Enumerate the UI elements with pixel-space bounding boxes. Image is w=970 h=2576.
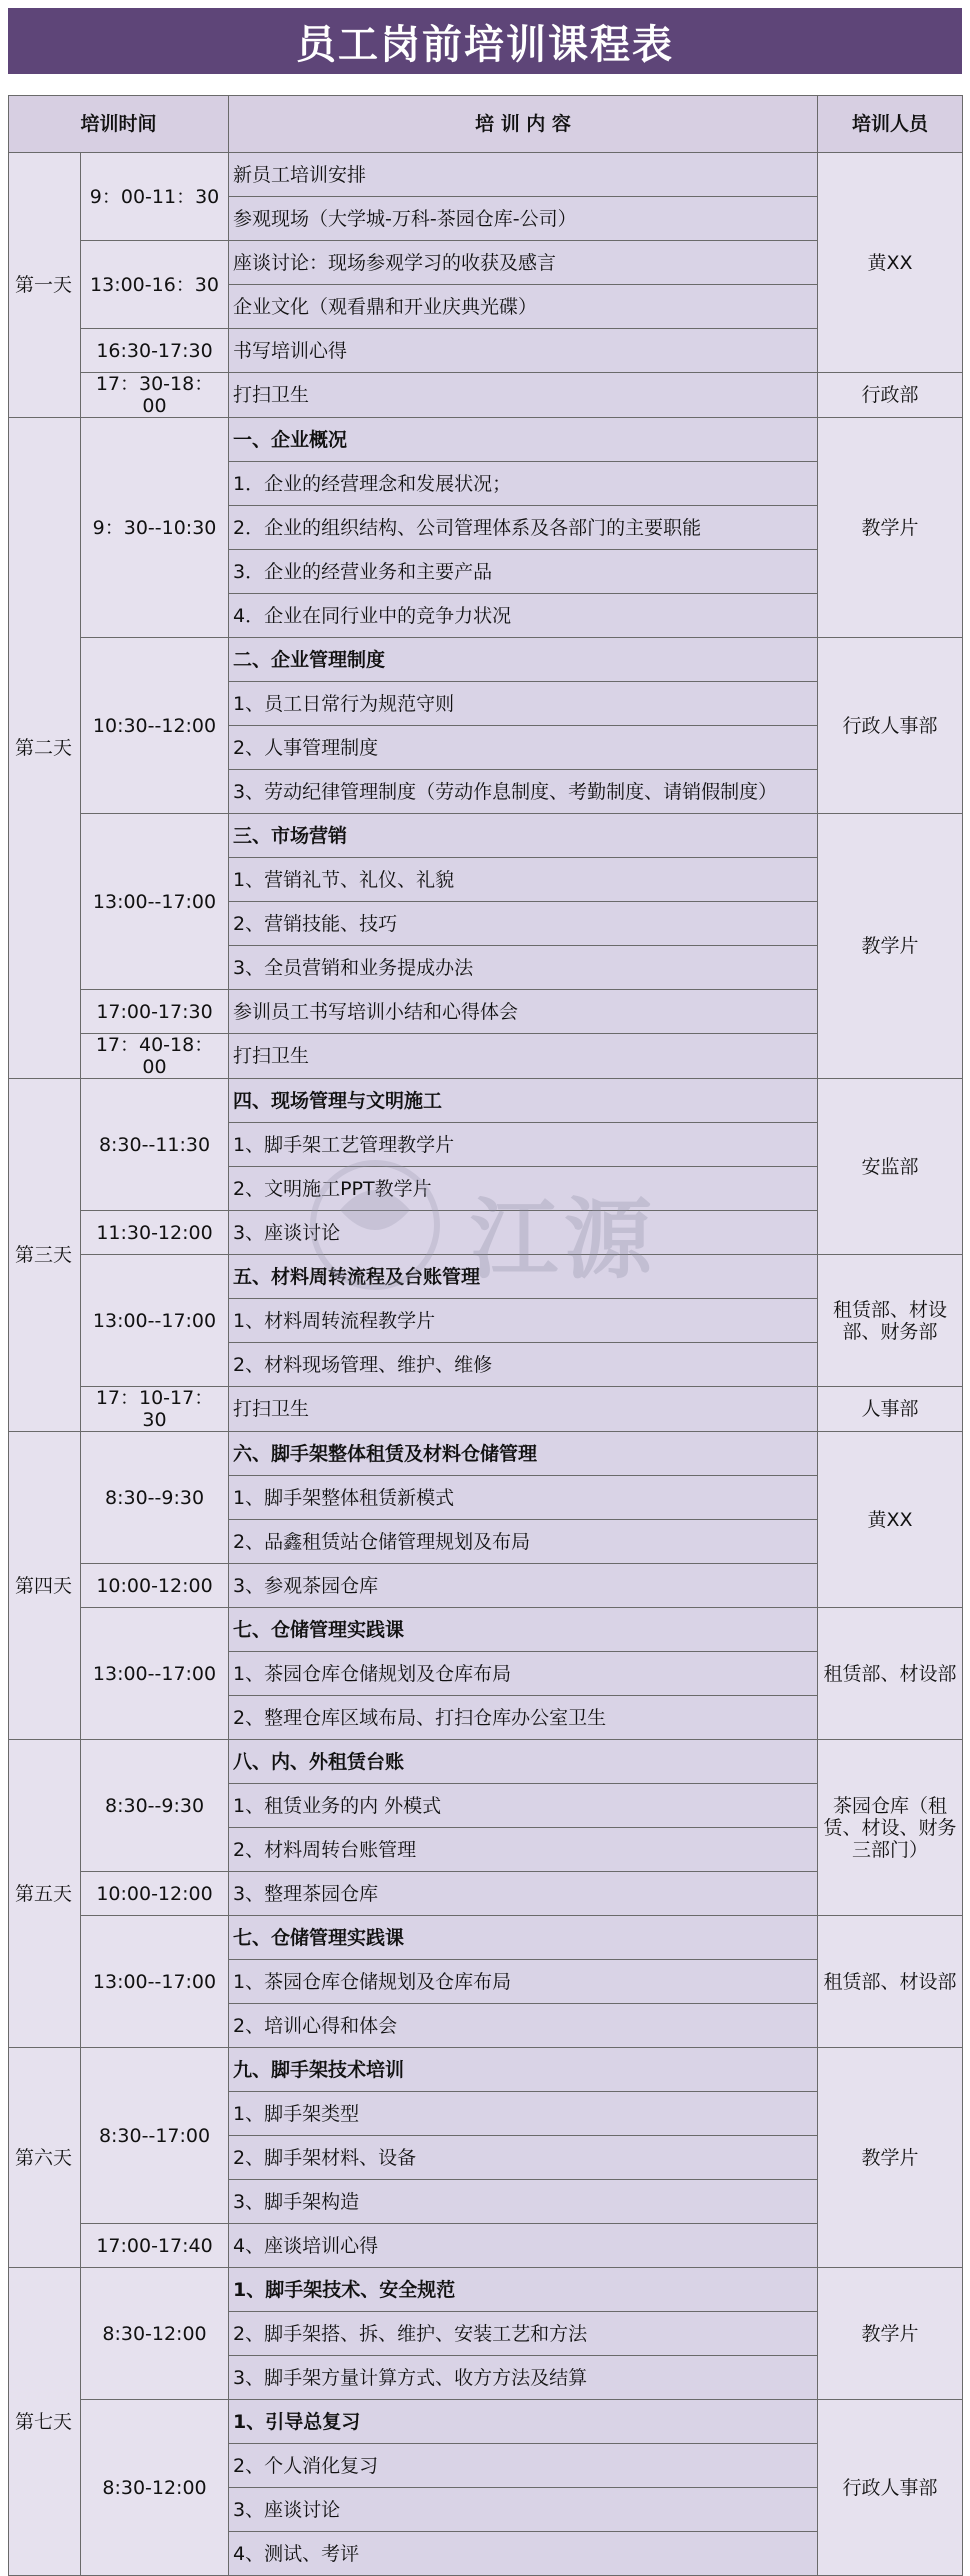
day-label: 第一天 <box>9 153 81 418</box>
time-cell: 10:00-12:00 <box>81 1872 229 1916</box>
content-cell: 2、整理仓库区域布局、打扫仓库办公室卫生 <box>229 1696 818 1740</box>
table-row <box>9 153 963 197</box>
content-cell: 2、个人消化复习 <box>229 2444 818 2488</box>
table-row <box>9 2268 963 2312</box>
content-cell: 2、品鑫租赁站仓储管理规划及布局 <box>229 1520 818 1564</box>
table-row <box>9 373 963 418</box>
content-cell: 2、脚手架材料、设备 <box>229 2136 818 2180</box>
table-row <box>9 1387 963 1432</box>
content-cell: 2．企业的组织结构、公司管理体系及各部门的主要职能 <box>229 506 818 550</box>
table-row <box>9 1255 963 1299</box>
time-cell: 17：10-17：30 <box>81 1387 229 1432</box>
trainer-cell: 租赁部、材设部 <box>818 1608 963 1740</box>
content-cell: 1、员工日常行为规范守则 <box>229 682 818 726</box>
content-cell: 2、文明施工PPT教学片 <box>229 1167 818 1211</box>
content-cell: 3．企业的经营业务和主要产品 <box>229 550 818 594</box>
content-cell: 书写培训心得 <box>229 329 818 373</box>
time-cell: 8:30--11:30 <box>81 1079 229 1211</box>
content-cell: 2、营销技能、技巧 <box>229 902 818 946</box>
day-label: 第二天 <box>9 418 81 1079</box>
content-cell: 3、脚手架构造 <box>229 2180 818 2224</box>
section-heading: 一、企业概况 <box>229 418 818 462</box>
content-cell: 1、脚手架工艺管理教学片 <box>229 1123 818 1167</box>
page-title: 员工岗前培训课程表 <box>8 8 962 74</box>
table-row <box>9 1432 963 1476</box>
content-cell: 3、参观茶园仓库 <box>229 1564 818 1608</box>
watermark-text: 江源 <box>470 1188 659 1291</box>
header-person: 培训人员 <box>818 96 963 153</box>
section-heading: 九、脚手架技术培训 <box>229 2048 818 2092</box>
section-heading: 三、市场营销 <box>229 814 818 858</box>
content-cell: 参观现场（大学城-万科-茶园仓库-公司） <box>229 197 818 241</box>
content-cell: 参训员工书写培训小结和心得体会 <box>229 990 818 1034</box>
content-cell: 3、全员营销和业务提成办法 <box>229 946 818 990</box>
content-cell: 3、座谈讨论 <box>229 1211 818 1255</box>
day-label: 第五天 <box>9 1740 81 2048</box>
section-heading: 二、企业管理制度 <box>229 638 818 682</box>
trainer-cell: 行政部 <box>818 373 963 418</box>
section-heading: 七、仓储管理实践课 <box>229 1608 818 1652</box>
table-row <box>9 1740 963 1784</box>
content-cell: 4．企业在同行业中的竞争力状况 <box>229 594 818 638</box>
content-cell: 1、茶园仓库仓储规划及仓库布局 <box>229 1960 818 2004</box>
time-cell: 17：40-18：00 <box>81 1034 229 1079</box>
table-row <box>9 814 963 858</box>
section-heading: 1、脚手架技术、安全规范 <box>229 2268 818 2312</box>
section-heading: 六、脚手架整体租赁及材料仓储管理 <box>229 1432 818 1476</box>
content-cell: 2、人事管理制度 <box>229 726 818 770</box>
time-cell: 13:00--17:00 <box>81 1608 229 1740</box>
content-cell: 座谈讨论：现场参观学习的收获及感言 <box>229 241 818 285</box>
content-cell: 4、座谈培训心得 <box>229 2224 818 2268</box>
time-cell: 8:30--9:30 <box>81 1740 229 1872</box>
trainer-cell: 黄XX <box>818 153 963 373</box>
content-cell: 4、测试、考评 <box>229 2532 818 2576</box>
time-cell: 8:30-12:00 <box>81 2400 229 2576</box>
content-cell: 打扫卫生 <box>229 1387 818 1432</box>
day-label: 第四天 <box>9 1432 81 1740</box>
trainer-cell: 教学片 <box>818 814 963 1079</box>
table-row <box>9 1608 963 1652</box>
content-cell: 企业文化（观看鼎和开业庆典光碟） <box>229 285 818 329</box>
time-cell: 17:00-17:30 <box>81 990 229 1034</box>
day-label: 第六天 <box>9 2048 81 2268</box>
day-label: 第七天 <box>9 2268 81 2576</box>
trainer-cell: 教学片 <box>818 2268 963 2400</box>
trainer-cell: 行政人事部 <box>818 2400 963 2576</box>
time-cell: 17：30-18：00 <box>81 373 229 418</box>
content-cell: 2、脚手架搭、拆、维护、安装工艺和方法 <box>229 2312 818 2356</box>
trainer-cell: 安监部 <box>818 1079 963 1255</box>
time-cell: 10:00-12:00 <box>81 1564 229 1608</box>
content-cell: 1、脚手架整体租赁新模式 <box>229 1476 818 1520</box>
time-cell: 13:00--17:00 <box>81 1916 229 2048</box>
trainer-cell: 黄XX <box>818 1432 963 1608</box>
content-cell: 3、整理茶园仓库 <box>229 1872 818 1916</box>
header-content: 培 训 内 容 <box>229 96 818 153</box>
section-heading: 八、内、外租赁台账 <box>229 1740 818 1784</box>
trainer-cell: 租赁部、材设部 <box>818 1916 963 2048</box>
content-cell: 1、茶园仓库仓储规划及仓库布局 <box>229 1652 818 1696</box>
schedule-table <box>8 95 963 2576</box>
table-header-row <box>9 96 963 153</box>
trainer-cell: 茶园仓库（租赁、材设、财务三部门） <box>818 1740 963 1916</box>
schedule-body <box>9 153 963 2576</box>
header-time: 培训时间 <box>9 96 229 153</box>
section-heading: 四、现场管理与文明施工 <box>229 1079 818 1123</box>
content-cell: 1、材料周转流程教学片 <box>229 1299 818 1343</box>
trainer-cell: 教学片 <box>818 418 963 638</box>
day-label: 第三天 <box>9 1079 81 1432</box>
time-cell: 9：30--10:30 <box>81 418 229 638</box>
section-heading: 七、仓储管理实践课 <box>229 1916 818 1960</box>
content-cell: 新员工培训安排 <box>229 153 818 197</box>
trainer-cell: 教学片 <box>818 2048 963 2268</box>
content-cell: 1．企业的经营理念和发展状况； <box>229 462 818 506</box>
trainer-cell: 人事部 <box>818 1387 963 1432</box>
content-cell: 打扫卫生 <box>229 1034 818 1079</box>
content-cell: 2、培训心得和体会 <box>229 2004 818 2048</box>
table-row <box>9 1916 963 1960</box>
time-cell: 16:30-17:30 <box>81 329 229 373</box>
table-row <box>9 418 963 462</box>
time-cell: 13:00--17:00 <box>81 1255 229 1387</box>
content-cell: 打扫卫生 <box>229 373 818 418</box>
content-cell: 3、座谈讨论 <box>229 2488 818 2532</box>
content-cell: 1、营销礼节、礼仪、礼貌 <box>229 858 818 902</box>
table-row <box>9 638 963 682</box>
trainer-cell: 租赁部、材设部、财务部 <box>818 1255 963 1387</box>
time-cell: 17:00-17:40 <box>81 2224 229 2268</box>
content-cell: 3、脚手架方量计算方式、收方方法及结算 <box>229 2356 818 2400</box>
time-cell: 8:30-12:00 <box>81 2268 229 2400</box>
time-cell: 8:30--17:00 <box>81 2048 229 2224</box>
time-cell: 10:30--12:00 <box>81 638 229 814</box>
section-heading: 1、引导总复习 <box>229 2400 818 2444</box>
time-cell: 11:30-12:00 <box>81 1211 229 1255</box>
trainer-cell: 行政人事部 <box>818 638 963 814</box>
table-row <box>9 2400 963 2444</box>
section-heading: 五、材料周转流程及台账管理 <box>229 1255 818 1299</box>
content-cell: 3、劳动纪律管理制度（劳动作息制度、考勤制度、请销假制度） <box>229 770 818 814</box>
content-cell: 2、材料现场管理、维护、维修 <box>229 1343 818 1387</box>
content-cell: 2、材料周转台账管理 <box>229 1828 818 1872</box>
content-cell: 1、脚手架类型 <box>229 2092 818 2136</box>
table-row <box>9 2048 963 2092</box>
content-cell: 1、租赁业务的内 外模式 <box>229 1784 818 1828</box>
table-row <box>9 1079 963 1123</box>
time-cell: 8:30--9:30 <box>81 1432 229 1564</box>
time-cell: 13:00-16：30 <box>81 241 229 329</box>
time-cell: 13:00--17:00 <box>81 814 229 990</box>
time-cell: 9：00-11：30 <box>81 153 229 241</box>
